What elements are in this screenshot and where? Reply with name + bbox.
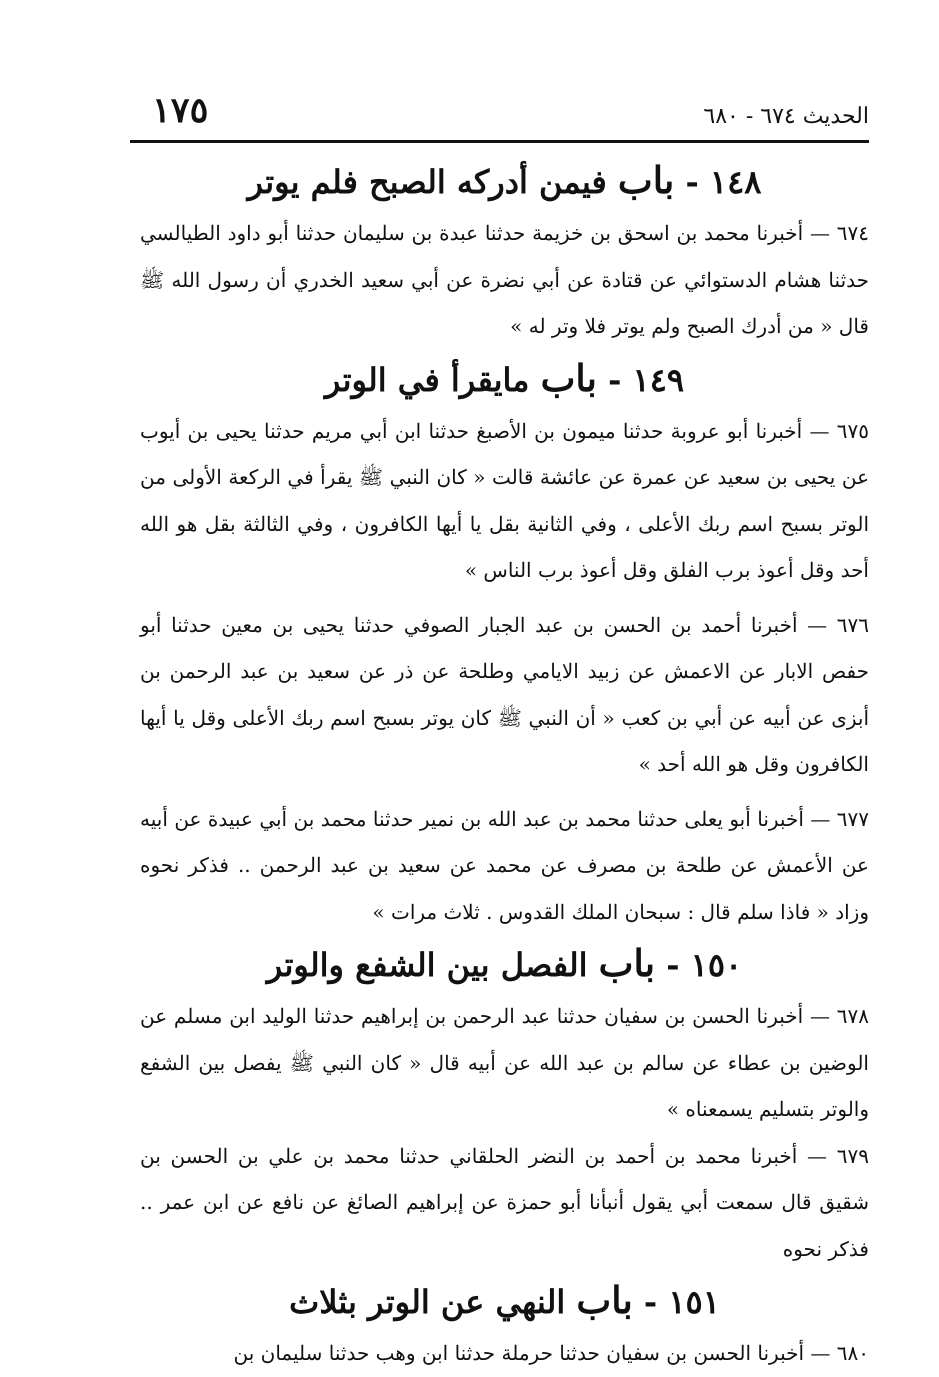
chapter-title: مايقرأ في الوتر	[324, 360, 530, 399]
chapter-bab-word: باب	[617, 158, 675, 202]
chapter-bab-word: باب	[540, 355, 597, 400]
chapter-title: الفصل بين الشفع والوتر	[266, 946, 588, 984]
hadith-674: ٦٧٤ — أخبرنا محمد بن اسحق بن خزيمة حدثنا عبدة بن سليمان حدثنا أبو داود الطيالسي حدثنا هشام الدستوائي عن قتادة عن أبي نضرة عن أبي سعيد الخدري أن رسول الله ﷺ قال « من أدرك الصبح ولم يوتر فلا وتر له »	[140, 221, 869, 338]
hadith-680: ٦٨٠ — أخبرنا الحسن بن سفيان حدثنا حرملة حدثنا ابن وهب حدثنا سليمان بن	[233, 1341, 869, 1365]
hadith-number: ٦٧٩	[836, 1143, 870, 1168]
hadith-text: أخبرنا الحسن بن سفيان حدثنا عبد الرحمن بن إبراهيم حدثنا الوليد ابن مسلم عن الوضين بن عطاء عن سالم بن عبد الله عن أبيه قال « كان النبي ﷺ يفصل بين الشفع والوتر بتسليم يسمعناه »	[140, 1004, 869, 1121]
page-body	[140, 152, 869, 1377]
hadith-text: أخبرنا محمد بن اسحق بن خزيمة حدثنا عبدة بن سليمان حدثنا أبو داود الطيالسي حدثنا هشام الدستوائي عن قتادة عن أبي نضرة عن أبي سعيد الخدري أن رسول الله ﷺ قال « من أدرك الصبح ولم يوتر فلا وتر له »	[140, 221, 869, 338]
chapter-heading-148: ١٤٨ - باب فيمن أدركه الصبح فلم يوتر	[247, 158, 762, 202]
hadith-679: ٦٧٩ — أخبرنا محمد بن أحمد بن النضر الحلقاني حدثنا محمد بن علي بن الحسن بن شقيق قال سمعت أبي يقول أنبأنا أبو حمزة عن إبراهيم الصائغ عن نافع عن ابن عمر .. فذكر نحوه	[140, 1143, 870, 1261]
hadith-676: ٦٧٦ — أخبرنا أحمد بن الحسن بن عبد الجبار الصوفي حدثنا يحيى بن معين حدثنا أبو حفص الابار عن الاعمش عن زبيد الايامي وطلحة عن ذر عن سعيد بن عبد الرحمن بن أبزى عن أبيه عن أبي بن كعب « أن النبي ﷺ كان يوتر بسبح اسم ربك الأعلى وقل يا أيها الكافرون وقل هو الله أحد »	[140, 612, 870, 776]
chapter-heading-149: ١٤٩ - باب مايقرأ في الوتر	[324, 355, 685, 400]
running-header	[130, 88, 869, 143]
chapter-heading-150: ١٥٠ - باب الفصل بين الشفع والوتر	[266, 941, 743, 985]
hadith-number: ٦٧٦	[836, 612, 869, 637]
hadith-number: ٦٧٧	[836, 806, 870, 831]
hadith-677: ٦٧٧ — أخبرنا أبو يعلى حدثنا محمد بن عبد الله بن نمير حدثنا محمد بن أبي عبيدة عن أبيه عن الأعمش عن طلحة بن مصرف عن محمد عن سعيد بن عبد الرحمن .. فذكر نحوه وزاد « فاذا سلم قال : سبحان الملك القدوس . ثلاث مرات »	[140, 806, 870, 924]
hadith-number: ٦٧٤	[836, 221, 869, 245]
chapter-bab-word: باب	[598, 941, 656, 985]
chapter-heading-151: ١٥١ - باب النهي عن الوتر بثلاث	[289, 1278, 720, 1322]
hadith-number: ٦٧٨	[836, 1004, 869, 1028]
chapter-title: النهي عن الوتر بثلاث	[289, 1283, 566, 1321]
hadith-text: أخبرنا أحمد بن الحسن بن عبد الجبار الصوفي حدثنا يحيى بن معين حدثنا أبو حفص الابار عن الاعمش عن زبيد الايامي وطلحة عن ذر عن سعيد بن عبد الرحمن بن أبزى عن أبيه عن أبي بن كعب « أن النبي ﷺ كان يوتر بسبح اسم ربك الأعلى وقل يا أيها الكافرون وقل هو الله أحد »	[140, 612, 870, 776]
chapter-title: فيمن أدركه الصبح فلم يوتر	[247, 163, 607, 201]
hadith-number: ٦٧٥	[836, 418, 869, 443]
chapter-number: ١٥٠	[690, 946, 743, 984]
chapter-number: ١٤٩	[632, 360, 685, 399]
hadith-text: أخبرنا الحسن بن سفيان حدثنا حرملة حدثنا ابن وهب حدثنا سليمان بن	[233, 1341, 805, 1365]
hadith-text: أخبرنا أبو يعلى حدثنا محمد بن عبد الله بن نمير حدثنا محمد بن أبي عبيدة عن أبيه عن الأعمش عن طلحة بن مصرف عن محمد عن سعيد بن عبد الرحمن .. فذكر نحوه وزاد « فاذا سلم قال : سبحان الملك القدوس . ثلاث مرات »	[140, 806, 869, 924]
page-number: ١٧٥	[152, 90, 209, 131]
hadith-text: أخبرنا أبو عروبة حدثنا ميمون بن الأصبغ حدثنا ابن أبي مريم حدثنا يحيى بن أيوب عن يحيى بن سعيد عن عمرة عن عائشة قالت « كان النبي ﷺ يقرأ في الركعة الأولى من الوتر بسبح اسم ربك الأعلى ، وفي الثانية بقل يا أيها الكافرون ، وفي الثالثة بقل هو الله أحد وقل أعوذ برب الفلق وقل أعوذ برب الناس »	[140, 418, 869, 582]
hadith-number: ٦٨٠	[836, 1341, 869, 1365]
chapter-bab-word: باب	[576, 1278, 633, 1322]
chapter-number: ١٥١	[668, 1283, 720, 1321]
hadith-678: ٦٧٨ — أخبرنا الحسن بن سفيان حدثنا عبد الرحمن بن إبراهيم حدثنا الوليد ابن مسلم عن الوضين بن عطاء عن سالم بن عبد الله عن أبيه قال « كان النبي ﷺ يفصل بين الشفع والوتر بتسليم يسمعناه »	[140, 1004, 869, 1121]
hadith-text: أخبرنا محمد بن أحمد بن النضر الحلقاني حدثنا محمد بن علي بن الحسن بن شقيق قال سمعت أبي يقول أنبأنا أبو حمزة عن إبراهيم الصائغ عن نافع عن ابن عمر .. فذكر نحوه	[140, 1143, 869, 1261]
hadith-675: ٦٧٥ — أخبرنا أبو عروبة حدثنا ميمون بن الأصبغ حدثنا ابن أبي مريم حدثنا يحيى بن أيوب عن يحيى بن سعيد عن عمرة عن عائشة قالت « كان النبي ﷺ يقرأ في الركعة الأولى من الوتر بسبح اسم ربك الأعلى ، وفي الثانية بقل يا أيها الكافرون ، وفي الثالثة بقل هو الله أحد وقل أعوذ برب الفلق وقل أعوذ برب الناس »	[140, 418, 869, 582]
chapter-number: ١٤٨	[709, 163, 762, 201]
running-title: الحديث ٦٧٤ - ٦٨٠	[703, 104, 869, 129]
